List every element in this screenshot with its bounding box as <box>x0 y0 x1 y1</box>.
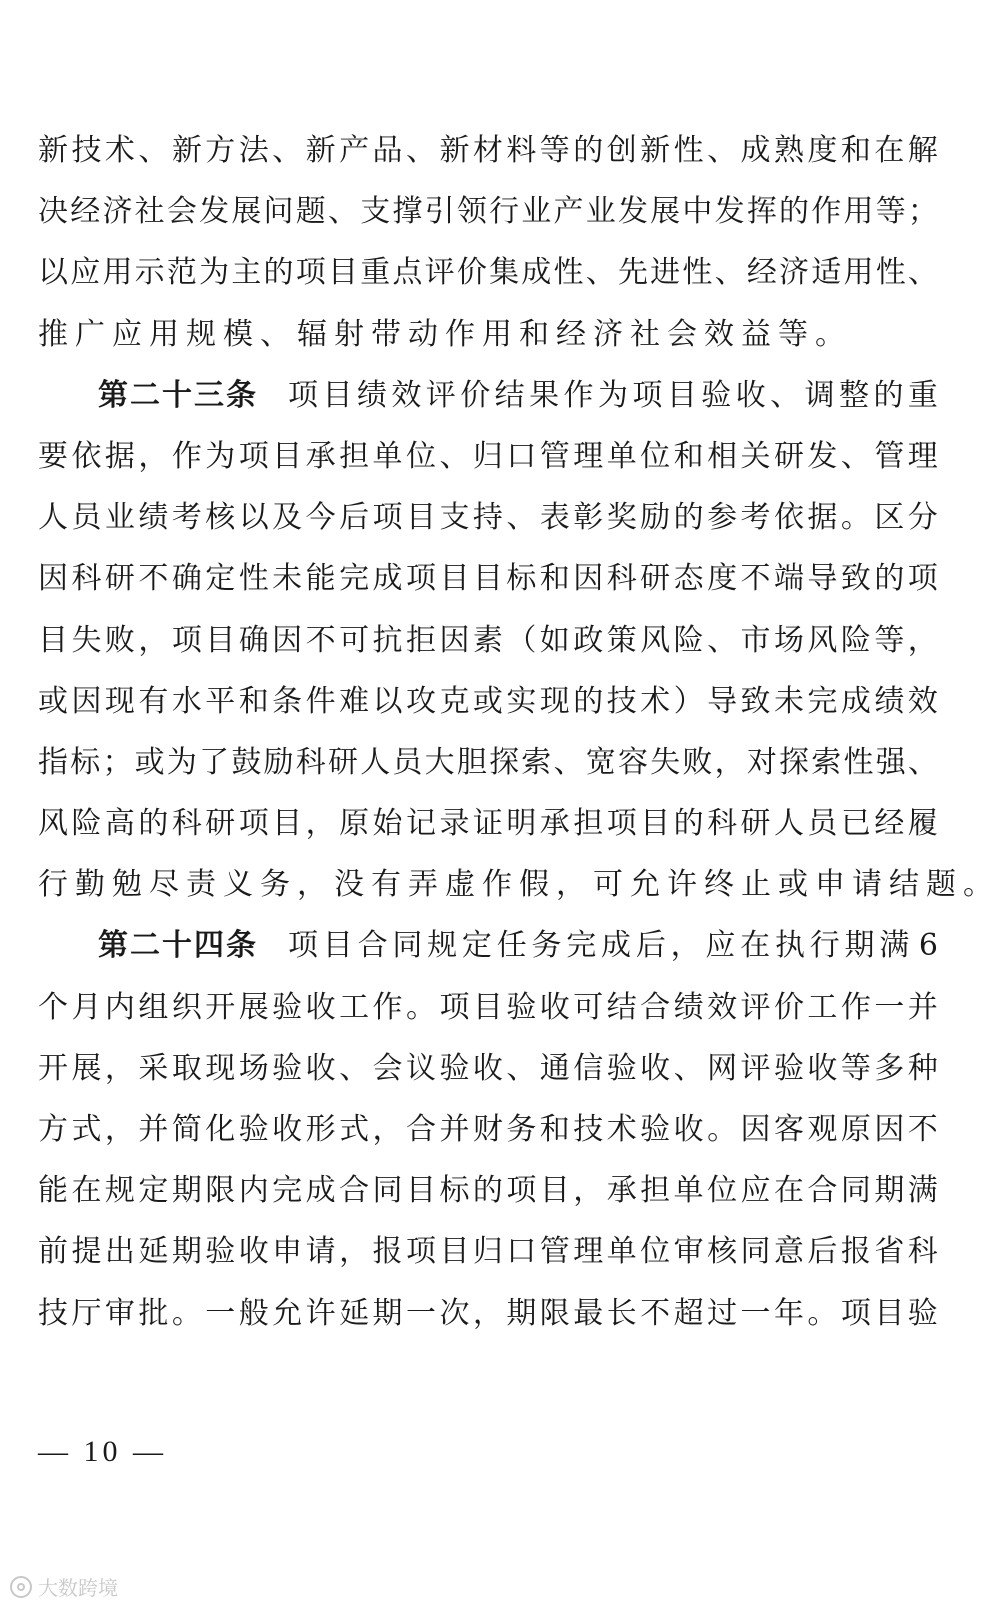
watermark <box>10 1572 118 1601</box>
text-line: 指 标 ； 或 为 了 鼓 励 科 研 人 员 大 胆 探 索 、 宽 容 失 败 ， 对 探 索 性 强 、 <box>38 744 938 780</box>
document-body <box>38 120 1000 1344</box>
page-number: — 10 — <box>38 1435 167 1468</box>
article-24-first-line <box>38 915 938 976</box>
text-line: 决 经 济 社 会 发 展 问 题 、 支 撑 引 领 行 业 产 业 发 展 中 发 挥 的 作 用 等 ； <box>38 194 938 230</box>
article-heading: 第二十四条 <box>98 928 258 964</box>
text-line: 因 科 研 不 确 定 性 未 能 完 成 项 目 目 标 和 因 科 研 态 度 不 端 导 致 的 项 <box>38 561 938 597</box>
text-line: 以 应 用 示 范 为 主 的 项 目 重 点 评 价 集 成 性 、 先 进 性 、 经 济 适 用 性 、 <box>38 255 938 291</box>
text-line: 行勤勉尽责义务，没有弄虚作假，可允许终止或申请结题。 <box>38 867 1000 903</box>
text-line: 人 员 业 绩 考 核 以 及 今 后 项 目 支 持 、 表 彰 奖 励 的 参 考 依 据 。 区 分 <box>38 500 938 536</box>
article-23-first-line <box>38 365 938 426</box>
text-line: 能 在 规 定 期 限 内 完 成 合 同 目 标 的 项 目 ， 承 担 单 位 应 在 合 同 期 满 <box>38 1173 938 1209</box>
article-heading: 第二十三条 <box>98 377 258 413</box>
watermark-text: 大数跨境 <box>38 1576 118 1600</box>
text-span: 项 目 合 同 规 定 任 务 完 成 后 ， 应 在 执 行 期 满 6 <box>288 928 938 964</box>
text-line: 推广应用规模、辐射带动作用和经济社会效益等。 <box>38 316 852 352</box>
text-line: 要 依 据 ， 作 为 项 目 承 担 单 位 、 归 口 管 理 单 位 和 相 关 研 发 、 管 理 <box>38 438 938 474</box>
watermark-logo-icon <box>10 1576 32 1598</box>
text-line: 方 式 ， 并 简 化 验 收 形 式 ， 合 并 财 务 和 技 术 验 收 。 因 客 观 原 因 不 <box>38 1112 938 1147</box>
text-span: 项 目 绩 效 评 价 结 果 作 为 项 目 验 收 、 调 整 的 重 <box>288 377 938 413</box>
text-line: 前 提 出 延 期 验 收 申 请 ， 报 项 目 归 口 管 理 单 位 审 核 同 意 后 报 省 科 <box>38 1234 938 1270</box>
text-line: 个 月 内 组 织 开 展 验 收 工 作 。 项 目 验 收 可 结 合 绩 效 评 价 工 作 一 并 <box>38 989 938 1025</box>
text-line: 开 展 ， 采 取 现 场 验 收 、 会 议 验 收 、 通 信 验 收 、 网 评 验 收 等 多 种 <box>38 1050 938 1086</box>
text-line: 目 失 败 ， 项 目 确 因 不 可 抗 拒 因 素 （ 如 政 策 风 险 、 市 场 风 险 等 ， <box>38 622 938 658</box>
text-line: 技 厅 审 批 。 一 般 允 许 延 期 一 次 ， 期 限 最 长 不 超 过 一 年 。 项 目 验 <box>38 1295 938 1331</box>
text-line: 新 技 术 、 新 方 法 、 新 产 品 、 新 材 料 等 的 创 新 性 、 成 熟 度 和 在 解 <box>38 133 938 168</box>
text-line: 或 因 现 有 水 平 和 条 件 难 以 攻 克 或 实 现 的 技 术 ） 导 致 未 完 成 绩 效 <box>38 683 938 719</box>
text-line: 风 险 高 的 科 研 项 目 ， 原 始 记 录 证 明 承 担 项 目 的 科 研 人 员 已 经 履 <box>38 806 938 842</box>
